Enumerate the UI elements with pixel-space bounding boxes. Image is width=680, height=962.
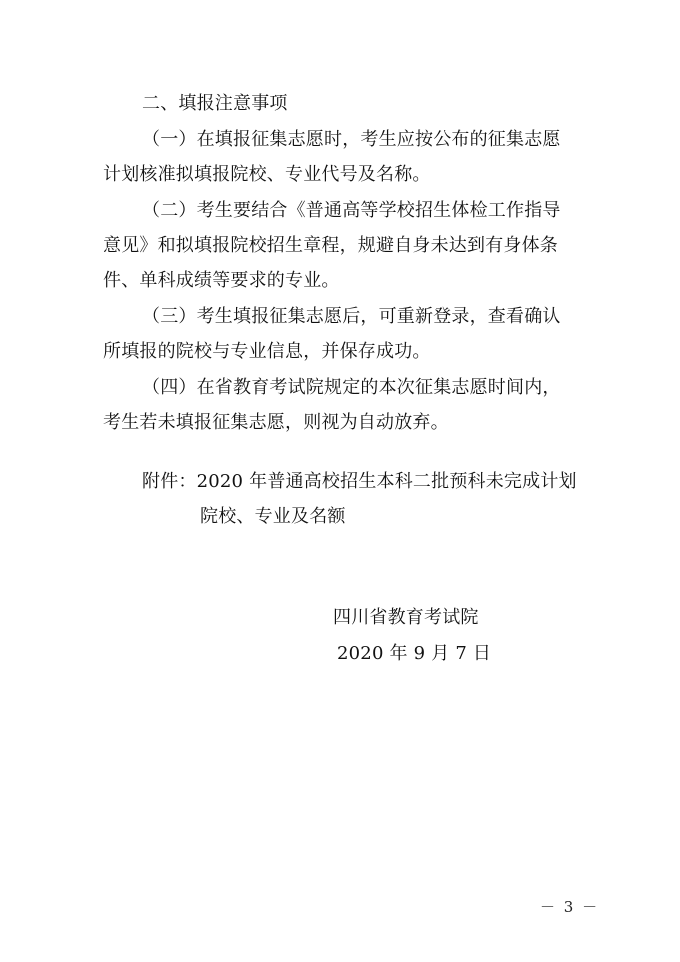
item-1-line-1: （一）在填报征集志愿时，考生应按公布的征集志愿 [142,129,561,150]
item-1-line-2: 计划核准拟填报院校、专业代号及名称。 [103,164,431,185]
item-2-line-1: （二）考生要结合《普通高等学校招生体检工作指导 [142,200,561,221]
item-4-line-1: （四）在省教育考试院规定的本次征集志愿时间内， [142,377,561,398]
item-3-line-1: （三）考生填报征集志愿后，可重新登录，查看确认 [142,306,561,327]
page-number: － 3 － [540,898,600,916]
item-2-line-3: 件、单科成绩等要求的专业。 [103,270,340,291]
signature-date: 2020 年 9 月 7 日 [337,643,492,664]
item-3-line-2: 所填报的院校与专业信息，并保存成功。 [103,341,431,362]
signature-organization: 四川省教育考试院 [333,607,479,628]
attachment-line-1: 附件：2020 年普通高校招生本科二批预科未完成计划 [142,471,577,492]
item-4-line-2: 考生若未填报征集志愿，则视为自动放弃。 [103,412,449,433]
section-heading: 二、填报注意事项 [142,93,288,114]
attachment-line-2: 院校、专业及名额 [200,506,346,527]
item-2-line-2: 意见》和拟填报院校招生章程，规避自身未达到有身体条 [103,235,558,256]
